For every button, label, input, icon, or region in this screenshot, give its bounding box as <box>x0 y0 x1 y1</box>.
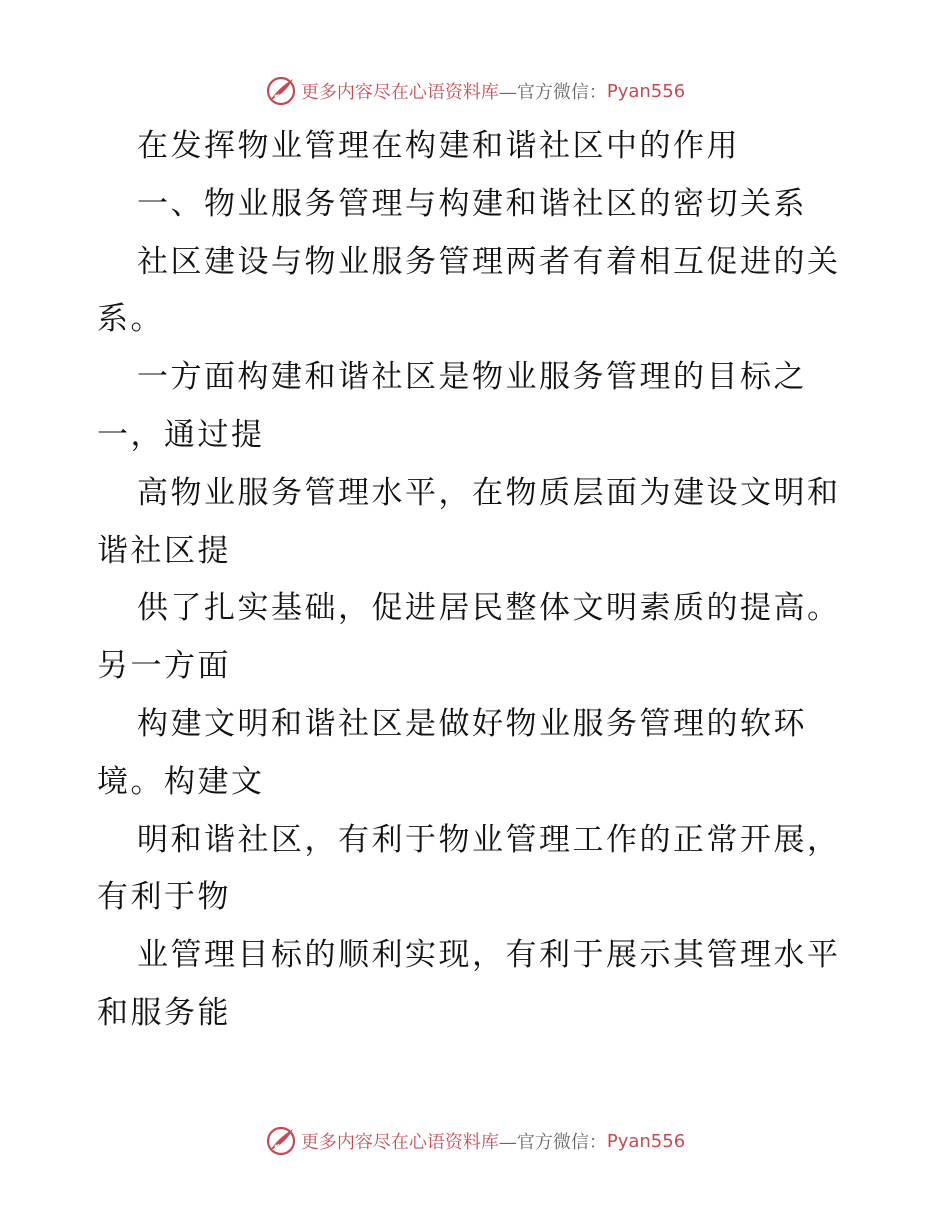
paragraph-line: 供了扎实基础，促进居民整体文明素质的提高。 <box>137 590 841 627</box>
footer-brand-text: 更多内容尽在心语资料库 <box>300 1132 499 1153</box>
paragraph-line: 境。构建文 <box>97 763 265 800</box>
paragraph-line: 构建文明和谐社区是做好物业服务管理的软环 <box>137 705 807 742</box>
paragraph-line: 明和谐社区，有利于物业管理工作的正常开展， <box>137 821 841 858</box>
paragraph-line: 和服务能 <box>97 994 231 1031</box>
header-brand-text: 更多内容尽在心语资料库 <box>300 82 499 103</box>
footer-wechat-id: Pyan556 <box>606 1130 686 1152</box>
section-heading: 一、物业服务管理与构建和谐社区的密切关系 <box>137 185 807 222</box>
paragraph-line: 业管理目标的顺利实现，有利于展示其管理水平 <box>137 937 841 974</box>
paragraph-line: 一，通过提 <box>97 416 265 453</box>
paragraph-line: 高物业服务管理水平，在物质层面为建设文明和 <box>137 474 841 511</box>
header-official-text: —官方微信： <box>498 82 607 103</box>
footer-watermark <box>0 1124 950 1158</box>
document-body <box>97 118 857 1043</box>
header-wechat-id: Pyan556 <box>606 80 686 102</box>
paragraph-line: 一方面构建和谐社区是物业服务管理的目标之 <box>137 359 807 396</box>
paragraph-line: 另一方面 <box>97 648 231 685</box>
paragraph-line: 系。 <box>97 301 164 338</box>
document-title: 在发挥物业管理在构建和谐社区中的作用 <box>137 128 740 164</box>
quill-pen-logo-icon <box>265 75 297 107</box>
footer-official-text: —官方微信： <box>498 1132 607 1153</box>
paragraph-line: 有利于物 <box>97 879 231 916</box>
paragraph-line: 社区建设与物业服务管理两者有着相互促进的关 <box>137 243 841 280</box>
paragraph-line: 谐社区提 <box>97 532 231 569</box>
quill-pen-logo-icon <box>265 1125 297 1157</box>
header-watermark <box>0 74 950 108</box>
